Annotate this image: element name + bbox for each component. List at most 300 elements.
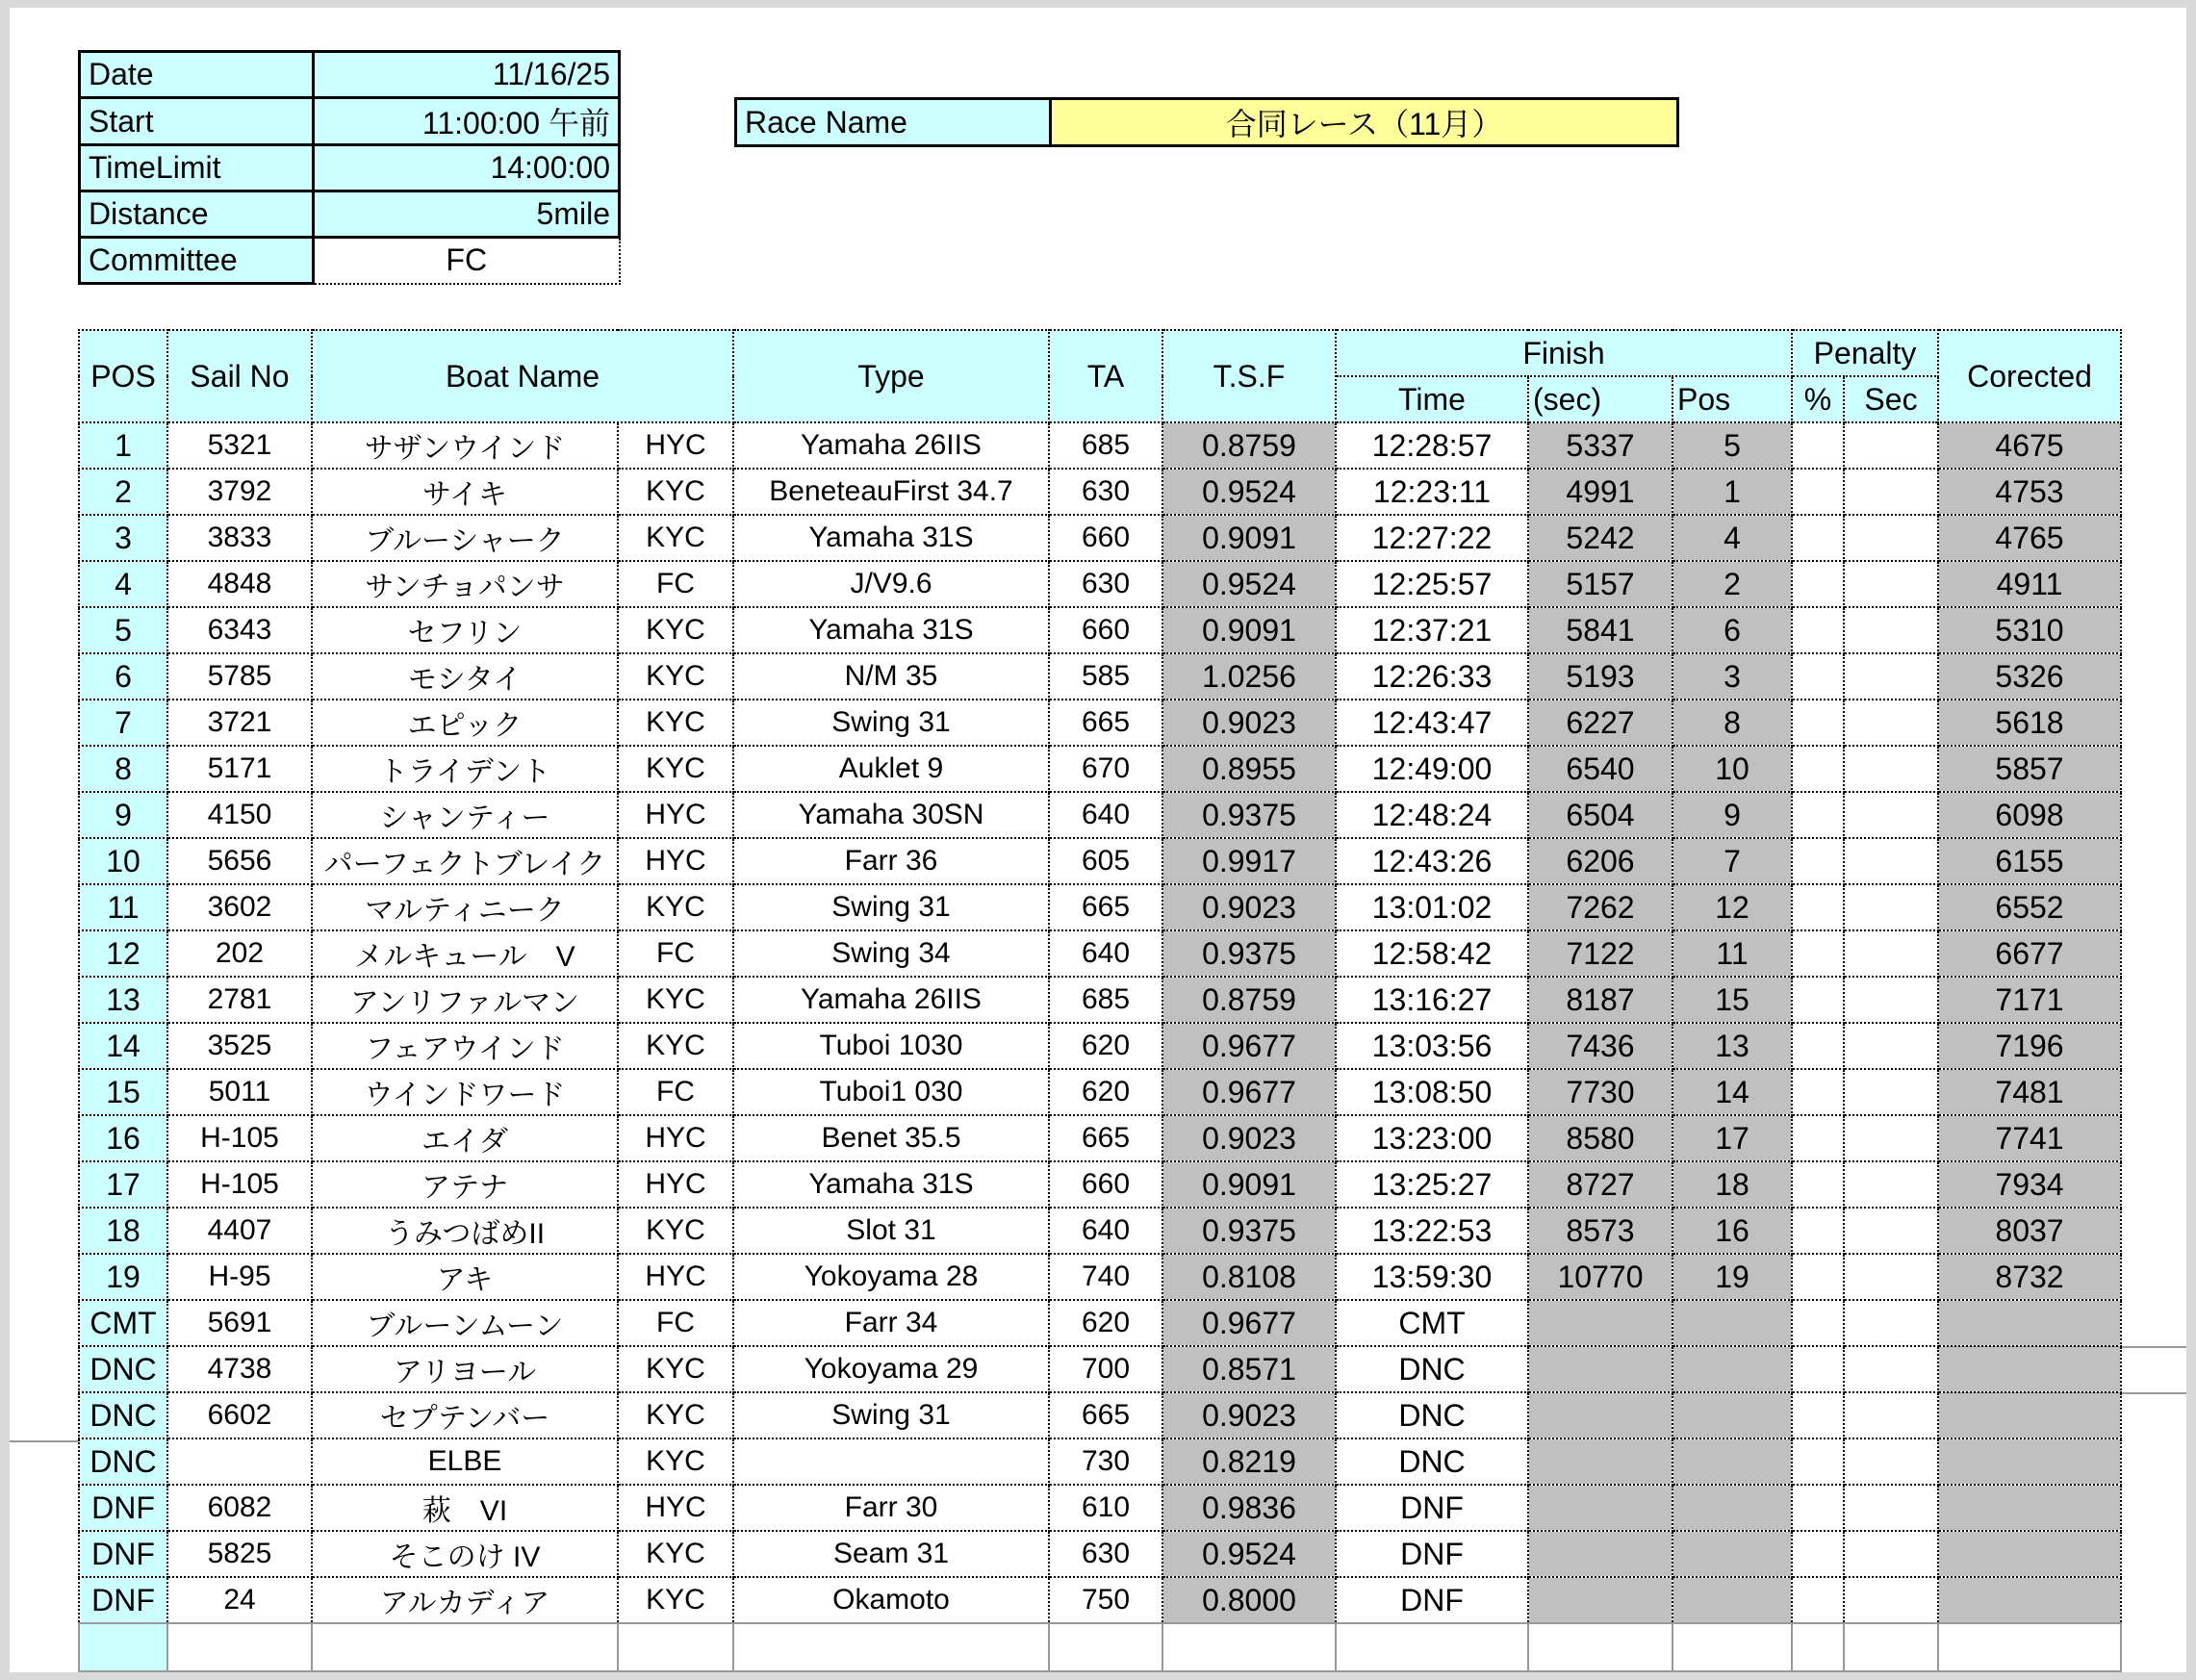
result-tsf[interactable]: 0.9023 (1162, 884, 1336, 930)
result-boat-name[interactable]: モシタイ (312, 653, 618, 700)
empty-cell[interactable] (1792, 1623, 1844, 1671)
result-corrected[interactable]: 5857 (1938, 746, 2121, 792)
result-finish-time[interactable]: 12:23:11 (1336, 469, 1528, 515)
result-corrected[interactable] (1938, 1300, 2121, 1346)
result-boat-name[interactable]: トライデント (312, 746, 618, 792)
result-club[interactable]: HYC (618, 1115, 733, 1161)
result-finish-pos[interactable]: 1 (1673, 469, 1792, 515)
result-penalty-pct[interactable] (1792, 700, 1844, 746)
result-type[interactable]: Tuboi1 030 (733, 1069, 1049, 1115)
result-corrected[interactable]: 4675 (1938, 422, 2121, 469)
result-penalty-sec[interactable] (1844, 930, 1938, 977)
result-boat-name[interactable]: パーフェクトブレイク (312, 838, 618, 884)
result-corrected[interactable]: 7741 (1938, 1115, 2121, 1161)
result-tsf[interactable]: 0.9524 (1162, 1531, 1336, 1577)
header-penalty-pct[interactable]: % (1792, 376, 1844, 422)
result-ta[interactable]: 660 (1049, 1161, 1162, 1208)
result-sail-no[interactable]: 5656 (167, 838, 312, 884)
result-penalty-pct[interactable] (1792, 607, 1844, 653)
result-finish-pos[interactable]: 14 (1673, 1069, 1792, 1115)
result-tsf[interactable]: 0.8955 (1162, 746, 1336, 792)
result-pos[interactable]: DNF (79, 1485, 167, 1531)
result-tsf[interactable]: 0.9677 (1162, 1069, 1336, 1115)
result-penalty-sec[interactable] (1844, 884, 1938, 930)
result-type[interactable]: Okamoto (733, 1577, 1049, 1623)
result-ta[interactable]: 640 (1049, 1208, 1162, 1254)
result-penalty-pct[interactable] (1792, 653, 1844, 700)
header-finish-sec[interactable]: (sec) (1528, 376, 1673, 422)
result-penalty-pct[interactable] (1792, 930, 1844, 977)
empty-cell[interactable] (1049, 1623, 1162, 1671)
result-type[interactable]: Farr 36 (733, 838, 1049, 884)
result-club[interactable]: KYC (618, 1392, 733, 1438)
result-club[interactable]: HYC (618, 1485, 733, 1531)
header-corrected[interactable]: Corected (1938, 330, 2121, 422)
result-penalty-pct[interactable] (1792, 977, 1844, 1023)
result-penalty-sec[interactable] (1844, 1485, 1938, 1531)
result-finish-pos[interactable]: 3 (1673, 653, 1792, 700)
result-penalty-sec[interactable] (1844, 792, 1938, 838)
empty-cell[interactable] (1844, 1623, 1938, 1671)
result-tsf[interactable]: 0.9917 (1162, 838, 1336, 884)
result-ta[interactable]: 630 (1049, 469, 1162, 515)
result-sail-no[interactable]: 5171 (167, 746, 312, 792)
result-finish-pos[interactable] (1673, 1485, 1792, 1531)
result-type[interactable] (733, 1438, 1049, 1485)
result-pos[interactable]: 10 (79, 838, 167, 884)
result-finish-sec[interactable]: 6504 (1528, 792, 1673, 838)
header-finish-pos[interactable]: Pos (1673, 376, 1792, 422)
result-finish-pos[interactable]: 18 (1673, 1161, 1792, 1208)
result-finish-pos[interactable]: 13 (1673, 1023, 1792, 1069)
result-finish-sec[interactable] (1528, 1531, 1673, 1577)
result-finish-pos[interactable] (1673, 1300, 1792, 1346)
result-tsf[interactable]: 0.9524 (1162, 469, 1336, 515)
result-club[interactable]: KYC (618, 1577, 733, 1623)
result-corrected[interactable]: 6155 (1938, 838, 2121, 884)
result-ta[interactable]: 730 (1049, 1438, 1162, 1485)
result-boat-name[interactable]: メルキュール V (312, 930, 618, 977)
result-boat-name[interactable]: サイキ (312, 469, 618, 515)
result-penalty-pct[interactable] (1792, 1300, 1844, 1346)
result-finish-pos[interactable]: 6 (1673, 607, 1792, 653)
result-sail-no[interactable]: 4848 (167, 561, 312, 607)
result-tsf[interactable]: 0.9023 (1162, 700, 1336, 746)
result-corrected[interactable] (1938, 1346, 2121, 1392)
result-type[interactable]: Tuboi 1030 (733, 1023, 1049, 1069)
result-club[interactable]: KYC (618, 653, 733, 700)
result-club[interactable]: KYC (618, 1531, 733, 1577)
result-boat-name[interactable]: シャンティー (312, 792, 618, 838)
result-club[interactable]: HYC (618, 838, 733, 884)
result-sail-no[interactable]: 4407 (167, 1208, 312, 1254)
timelimit-value[interactable]: 14:00:00 (314, 145, 620, 191)
result-finish-time[interactable]: 12:48:24 (1336, 792, 1528, 838)
result-finish-sec[interactable]: 4991 (1528, 469, 1673, 515)
result-pos[interactable]: DNC (79, 1346, 167, 1392)
result-pos[interactable]: 18 (79, 1208, 167, 1254)
result-sail-no[interactable]: 6602 (167, 1392, 312, 1438)
empty-cell[interactable] (167, 1623, 312, 1671)
result-finish-sec[interactable]: 7262 (1528, 884, 1673, 930)
date-value[interactable]: 11/16/25 (314, 52, 620, 98)
header-ta[interactable]: TA (1049, 330, 1162, 422)
result-boat-name[interactable]: セフリン (312, 607, 618, 653)
result-pos[interactable]: 13 (79, 977, 167, 1023)
empty-cell[interactable] (733, 1623, 1049, 1671)
result-penalty-pct[interactable] (1792, 1023, 1844, 1069)
result-tsf[interactable]: 0.9677 (1162, 1023, 1336, 1069)
result-sail-no[interactable]: 5785 (167, 653, 312, 700)
result-penalty-pct[interactable] (1792, 838, 1844, 884)
result-finish-time[interactable]: DNC (1336, 1346, 1528, 1392)
result-corrected[interactable]: 5326 (1938, 653, 2121, 700)
result-finish-sec[interactable]: 6227 (1528, 700, 1673, 746)
result-boat-name[interactable]: アンリファルマン (312, 977, 618, 1023)
empty-cell[interactable] (1336, 1623, 1528, 1671)
result-sail-no[interactable]: 3602 (167, 884, 312, 930)
result-tsf[interactable]: 0.9375 (1162, 792, 1336, 838)
result-corrected[interactable]: 5618 (1938, 700, 2121, 746)
committee-label[interactable]: Committee (80, 238, 314, 284)
result-penalty-pct[interactable] (1792, 1346, 1844, 1392)
result-sail-no[interactable]: 2781 (167, 977, 312, 1023)
result-tsf[interactable]: 0.9677 (1162, 1300, 1336, 1346)
result-ta[interactable]: 640 (1049, 792, 1162, 838)
result-ta[interactable]: 585 (1049, 653, 1162, 700)
result-type[interactable]: Benet 35.5 (733, 1115, 1049, 1161)
result-finish-time[interactable]: 12:28:57 (1336, 422, 1528, 469)
result-type[interactable]: Farr 34 (733, 1300, 1049, 1346)
result-pos[interactable]: 3 (79, 515, 167, 561)
result-pos[interactable]: 4 (79, 561, 167, 607)
date-label[interactable]: Date (80, 52, 314, 98)
result-finish-pos[interactable]: 5 (1673, 422, 1792, 469)
result-finish-pos[interactable]: 15 (1673, 977, 1792, 1023)
result-boat-name[interactable]: サンチョパンサ (312, 561, 618, 607)
result-tsf[interactable]: 0.8759 (1162, 422, 1336, 469)
empty-cell[interactable] (1673, 1623, 1792, 1671)
result-finish-sec[interactable] (1528, 1300, 1673, 1346)
result-pos[interactable]: 11 (79, 884, 167, 930)
result-penalty-sec[interactable] (1844, 1392, 1938, 1438)
result-corrected[interactable]: 6552 (1938, 884, 2121, 930)
result-type[interactable]: Yamaha 31S (733, 607, 1049, 653)
result-sail-no[interactable]: 5011 (167, 1069, 312, 1115)
result-finish-time[interactable]: CMT (1336, 1300, 1528, 1346)
result-boat-name[interactable]: アリヨール (312, 1346, 618, 1392)
result-pos[interactable]: 12 (79, 930, 167, 977)
result-tsf[interactable]: 0.8000 (1162, 1577, 1336, 1623)
result-finish-pos[interactable]: 4 (1673, 515, 1792, 561)
result-finish-sec[interactable]: 7730 (1528, 1069, 1673, 1115)
header-finish[interactable]: Finish (1336, 330, 1792, 376)
result-type[interactable]: Swing 31 (733, 1392, 1049, 1438)
result-corrected[interactable]: 5310 (1938, 607, 2121, 653)
result-finish-pos[interactable] (1673, 1531, 1792, 1577)
result-penalty-sec[interactable] (1844, 1208, 1938, 1254)
result-penalty-pct[interactable] (1792, 469, 1844, 515)
result-type[interactable]: Yamaha 30SN (733, 792, 1049, 838)
result-ta[interactable]: 685 (1049, 977, 1162, 1023)
empty-cell[interactable] (1162, 1623, 1336, 1671)
result-sail-no[interactable]: 6343 (167, 607, 312, 653)
result-sail-no[interactable]: 3833 (167, 515, 312, 561)
result-sail-no[interactable]: 6082 (167, 1485, 312, 1531)
result-club[interactable]: FC (618, 930, 733, 977)
result-tsf[interactable]: 0.9375 (1162, 930, 1336, 977)
result-club[interactable]: FC (618, 1300, 733, 1346)
result-type[interactable]: Swing 34 (733, 930, 1049, 977)
result-finish-sec[interactable]: 8573 (1528, 1208, 1673, 1254)
result-corrected[interactable] (1938, 1485, 2121, 1531)
result-penalty-pct[interactable] (1792, 422, 1844, 469)
race-name-value[interactable]: 合同レース（11月） (1051, 99, 1678, 146)
result-finish-sec[interactable] (1528, 1346, 1673, 1392)
result-penalty-sec[interactable] (1844, 1069, 1938, 1115)
result-finish-pos[interactable] (1673, 1346, 1792, 1392)
result-penalty-pct[interactable] (1792, 1438, 1844, 1485)
result-finish-sec[interactable]: 8580 (1528, 1115, 1673, 1161)
result-club[interactable]: KYC (618, 1346, 733, 1392)
result-penalty-pct[interactable] (1792, 1254, 1844, 1300)
result-boat-name[interactable]: 萩 VI (312, 1485, 618, 1531)
result-ta[interactable]: 670 (1049, 746, 1162, 792)
result-finish-time[interactable]: 13:03:56 (1336, 1023, 1528, 1069)
result-sail-no[interactable]: 5825 (167, 1531, 312, 1577)
result-finish-sec[interactable]: 5193 (1528, 653, 1673, 700)
result-corrected[interactable] (1938, 1577, 2121, 1623)
result-type[interactable]: Yamaha 26IIS (733, 422, 1049, 469)
result-type[interactable]: Yamaha 31S (733, 1161, 1049, 1208)
result-pos[interactable]: DNF (79, 1531, 167, 1577)
result-pos[interactable]: 17 (79, 1161, 167, 1208)
result-corrected[interactable]: 4765 (1938, 515, 2121, 561)
result-finish-pos[interactable] (1673, 1438, 1792, 1485)
result-finish-pos[interactable]: 17 (1673, 1115, 1792, 1161)
result-tsf[interactable]: 0.9091 (1162, 607, 1336, 653)
result-boat-name[interactable]: アルカディア (312, 1577, 618, 1623)
result-type[interactable]: Yokoyama 28 (733, 1254, 1049, 1300)
result-penalty-pct[interactable] (1792, 1161, 1844, 1208)
result-boat-name[interactable]: マルティニーク (312, 884, 618, 930)
race-name-label[interactable]: Race Name (736, 99, 1051, 146)
result-penalty-sec[interactable] (1844, 515, 1938, 561)
result-corrected[interactable]: 7171 (1938, 977, 2121, 1023)
result-pos[interactable]: 1 (79, 422, 167, 469)
result-type[interactable]: N/M 35 (733, 653, 1049, 700)
result-sail-no[interactable]: 3721 (167, 700, 312, 746)
result-penalty-pct[interactable] (1792, 515, 1844, 561)
result-corrected[interactable]: 6098 (1938, 792, 2121, 838)
result-club[interactable]: KYC (618, 607, 733, 653)
result-club[interactable]: HYC (618, 792, 733, 838)
header-finish-time[interactable]: Time (1336, 376, 1528, 422)
result-club[interactable]: KYC (618, 700, 733, 746)
result-penalty-sec[interactable] (1844, 1115, 1938, 1161)
result-finish-time[interactable]: 12:58:42 (1336, 930, 1528, 977)
empty-cell[interactable] (618, 1623, 733, 1671)
result-ta[interactable]: 700 (1049, 1346, 1162, 1392)
result-tsf[interactable]: 0.8108 (1162, 1254, 1336, 1300)
result-boat-name[interactable]: うみつばめII (312, 1208, 618, 1254)
header-boat-name[interactable]: Boat Name (312, 330, 733, 422)
result-finish-time[interactable]: DNC (1336, 1438, 1528, 1485)
start-label[interactable]: Start (80, 98, 314, 145)
result-boat-name[interactable]: そこのけ IV (312, 1531, 618, 1577)
result-penalty-sec[interactable] (1844, 1577, 1938, 1623)
result-corrected[interactable]: 7934 (1938, 1161, 2121, 1208)
result-ta[interactable]: 620 (1049, 1069, 1162, 1115)
result-type[interactable]: Slot 31 (733, 1208, 1049, 1254)
result-ta[interactable]: 660 (1049, 607, 1162, 653)
result-club[interactable]: FC (618, 1069, 733, 1115)
empty-cell[interactable] (79, 1623, 167, 1671)
empty-cell[interactable] (1938, 1623, 2121, 1671)
result-tsf[interactable]: 0.9836 (1162, 1485, 1336, 1531)
result-sail-no[interactable]: 24 (167, 1577, 312, 1623)
result-club[interactable]: KYC (618, 1438, 733, 1485)
result-club[interactable]: KYC (618, 515, 733, 561)
result-finish-sec[interactable]: 5337 (1528, 422, 1673, 469)
result-pos[interactable]: 9 (79, 792, 167, 838)
result-finish-time[interactable]: 12:25:57 (1336, 561, 1528, 607)
result-corrected[interactable]: 6677 (1938, 930, 2121, 977)
result-pos[interactable]: 2 (79, 469, 167, 515)
result-finish-time[interactable]: DNF (1336, 1485, 1528, 1531)
result-finish-time[interactable]: 12:43:47 (1336, 700, 1528, 746)
result-type[interactable]: Yamaha 26IIS (733, 977, 1049, 1023)
result-pos[interactable]: DNF (79, 1577, 167, 1623)
header-penalty-sec[interactable]: Sec (1844, 376, 1938, 422)
result-club[interactable]: KYC (618, 1208, 733, 1254)
result-penalty-sec[interactable] (1844, 1254, 1938, 1300)
result-penalty-sec[interactable] (1844, 469, 1938, 515)
result-type[interactable]: Swing 31 (733, 884, 1049, 930)
result-boat-name[interactable]: アキ (312, 1254, 618, 1300)
result-corrected[interactable]: 4911 (1938, 561, 2121, 607)
result-pos[interactable]: DNC (79, 1392, 167, 1438)
result-ta[interactable]: 630 (1049, 1531, 1162, 1577)
result-penalty-sec[interactable] (1844, 561, 1938, 607)
result-penalty-sec[interactable] (1844, 1531, 1938, 1577)
header-penalty[interactable]: Penalty (1792, 330, 1938, 376)
result-sail-no[interactable]: 5321 (167, 422, 312, 469)
result-penalty-pct[interactable] (1792, 792, 1844, 838)
result-penalty-pct[interactable] (1792, 561, 1844, 607)
result-finish-sec[interactable] (1528, 1392, 1673, 1438)
result-boat-name[interactable]: サザンウインド (312, 422, 618, 469)
result-penalty-pct[interactable] (1792, 1392, 1844, 1438)
result-penalty-pct[interactable] (1792, 1208, 1844, 1254)
result-club[interactable]: KYC (618, 977, 733, 1023)
result-penalty-pct[interactable] (1792, 1069, 1844, 1115)
result-finish-pos[interactable] (1673, 1392, 1792, 1438)
result-finish-pos[interactable]: 12 (1673, 884, 1792, 930)
result-sail-no[interactable]: H-105 (167, 1115, 312, 1161)
result-finish-pos[interactable]: 16 (1673, 1208, 1792, 1254)
result-penalty-sec[interactable] (1844, 422, 1938, 469)
result-type[interactable]: Yokoyama 29 (733, 1346, 1049, 1392)
result-pos[interactable]: DNC (79, 1438, 167, 1485)
result-tsf[interactable]: 0.9091 (1162, 515, 1336, 561)
result-boat-name[interactable]: セプテンバー (312, 1392, 618, 1438)
result-finish-time[interactable]: 13:22:53 (1336, 1208, 1528, 1254)
result-finish-pos[interactable]: 7 (1673, 838, 1792, 884)
result-finish-pos[interactable]: 19 (1673, 1254, 1792, 1300)
result-ta[interactable]: 630 (1049, 561, 1162, 607)
result-finish-sec[interactable]: 5841 (1528, 607, 1673, 653)
result-penalty-sec[interactable] (1844, 1023, 1938, 1069)
result-type[interactable]: Swing 31 (733, 700, 1049, 746)
result-tsf[interactable]: 1.0256 (1162, 653, 1336, 700)
result-ta[interactable]: 610 (1049, 1485, 1162, 1531)
result-boat-name[interactable]: フェアウインド (312, 1023, 618, 1069)
result-pos[interactable]: 19 (79, 1254, 167, 1300)
result-finish-sec[interactable]: 7122 (1528, 930, 1673, 977)
result-sail-no[interactable]: 202 (167, 930, 312, 977)
result-finish-pos[interactable]: 9 (1673, 792, 1792, 838)
result-club[interactable]: KYC (618, 884, 733, 930)
result-type[interactable]: Farr 30 (733, 1485, 1049, 1531)
result-finish-sec[interactable]: 10770 (1528, 1254, 1673, 1300)
result-corrected[interactable]: 8732 (1938, 1254, 2121, 1300)
header-tsf[interactable]: T.S.F (1162, 330, 1336, 422)
result-corrected[interactable] (1938, 1392, 2121, 1438)
result-penalty-sec[interactable] (1844, 1161, 1938, 1208)
result-corrected[interactable]: 7196 (1938, 1023, 2121, 1069)
result-tsf[interactable]: 0.9375 (1162, 1208, 1336, 1254)
result-ta[interactable]: 740 (1049, 1254, 1162, 1300)
result-club[interactable]: KYC (618, 746, 733, 792)
result-finish-time[interactable]: 12:27:22 (1336, 515, 1528, 561)
result-finish-time[interactable]: 12:43:26 (1336, 838, 1528, 884)
result-corrected[interactable] (1938, 1438, 2121, 1485)
result-finish-time[interactable]: 13:25:27 (1336, 1161, 1528, 1208)
result-finish-sec[interactable] (1528, 1577, 1673, 1623)
result-boat-name[interactable]: ブルーシャーク (312, 515, 618, 561)
result-finish-time[interactable]: 13:01:02 (1336, 884, 1528, 930)
result-boat-name[interactable]: エピック (312, 700, 618, 746)
result-penalty-sec[interactable] (1844, 1438, 1938, 1485)
result-ta[interactable]: 605 (1049, 838, 1162, 884)
result-tsf[interactable]: 0.8571 (1162, 1346, 1336, 1392)
header-sail-no[interactable]: Sail No (167, 330, 312, 422)
result-finish-time[interactable]: 12:49:00 (1336, 746, 1528, 792)
result-pos[interactable]: 16 (79, 1115, 167, 1161)
result-boat-name[interactable]: ウインドワード (312, 1069, 618, 1115)
result-sail-no[interactable]: H-95 (167, 1254, 312, 1300)
result-finish-time[interactable]: 12:37:21 (1336, 607, 1528, 653)
result-pos[interactable]: 15 (79, 1069, 167, 1115)
result-finish-time[interactable]: DNF (1336, 1531, 1528, 1577)
start-value[interactable]: 11:00:00 午前 (314, 98, 620, 145)
result-tsf[interactable]: 0.9524 (1162, 561, 1336, 607)
result-club[interactable]: KYC (618, 1023, 733, 1069)
result-penalty-pct[interactable] (1792, 1485, 1844, 1531)
result-finish-time[interactable]: 13:23:00 (1336, 1115, 1528, 1161)
result-boat-name[interactable]: ブルーンムーン (312, 1300, 618, 1346)
result-sail-no[interactable] (167, 1438, 312, 1485)
header-type[interactable]: Type (733, 330, 1049, 422)
result-corrected[interactable]: 8037 (1938, 1208, 2121, 1254)
result-sail-no[interactable]: H-105 (167, 1161, 312, 1208)
result-finish-time[interactable]: 12:26:33 (1336, 653, 1528, 700)
result-penalty-pct[interactable] (1792, 1115, 1844, 1161)
result-ta[interactable]: 665 (1049, 884, 1162, 930)
result-finish-pos[interactable]: 2 (1673, 561, 1792, 607)
result-club[interactable]: FC (618, 561, 733, 607)
